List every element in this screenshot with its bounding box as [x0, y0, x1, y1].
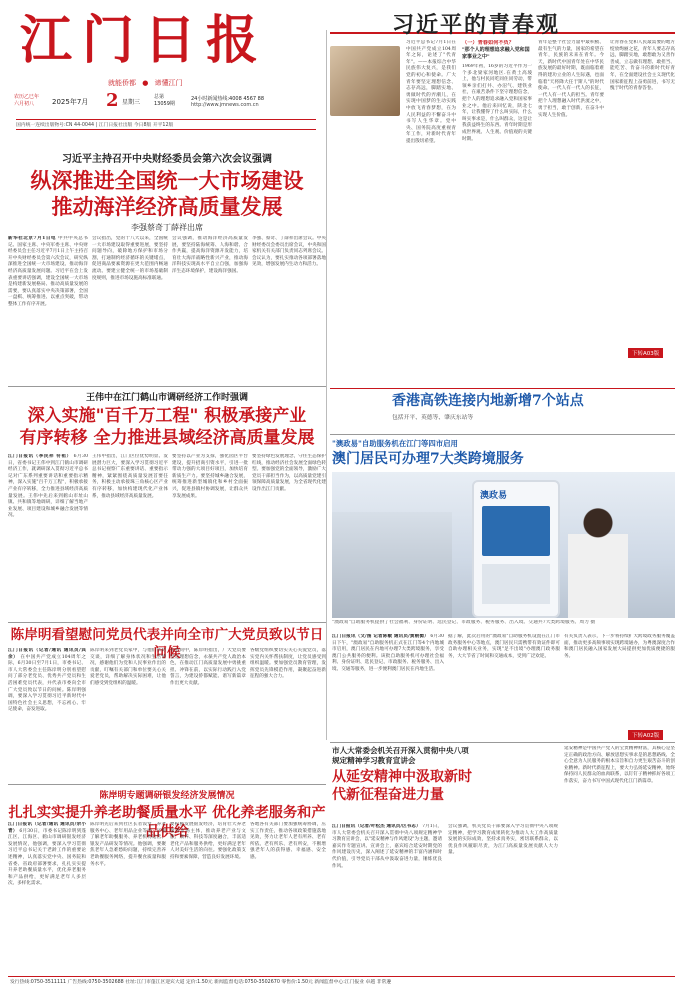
person-figure	[568, 502, 628, 618]
slogan-2: 谛懂江门	[154, 79, 183, 87]
story3-headline: 陈岸明看望慰问党员代表并向全市广大党员致以节日问候	[10, 627, 324, 661]
publisher-line: 国内统一连续出版物号:CN 44-0044 | 江门日报社出版 今日8版 开平12版	[16, 119, 316, 130]
last-story	[332, 746, 675, 974]
macau-photo	[332, 472, 675, 618]
last-headline: 从延安精神中汲取新时代新征程奋进力量	[332, 769, 472, 803]
hk-story	[332, 392, 675, 432]
divider-story4	[8, 784, 326, 785]
footer-info: 发行热线:0750-3511111 广告热线:0750-3502688 社址:江门市蓬江区迎宾大道 定价:1.50元 新闻监督电话:0750-3502670 零售价:1.50元 新闻监督中心:江门报业 卓越 非常遵	[10, 980, 392, 985]
kiosk-label: 澳政易	[480, 491, 508, 501]
macau-headline: 澳门居民可办理7大类跨境服务	[332, 451, 524, 467]
divider-right-1	[330, 388, 675, 389]
last-kicker: 市人大常委会机关召开深入贯彻中央八项规定精神学习教育宣讲会	[332, 746, 469, 765]
lunar-date: 农历乙巳年 六月初八	[14, 94, 40, 107]
feature-headline: 习近平的青春观	[392, 12, 561, 38]
masthead-slogan	[108, 78, 183, 88]
macau-col-1: 江门日报讯（文/图 记者陈敏 通讯员/黄朝衡） 6月30日下午，"澳政易"自助服务机正式在江门等4个内地城市启用，澳门居民在内地可办理7大类跨境服务，享受澳门公共服务的便利。该批自助服务机可办理社会福利、身份证明、选民登记、市政服务、税务服务、出入境、交通等服务，进一步便利澳门居民在内地生活。	[332, 634, 444, 672]
kiosk-panel	[482, 564, 550, 604]
story2-kicker: 王伟中在江门鹤山市调研经济工作时强调	[85, 393, 248, 403]
divider-story2	[8, 386, 326, 387]
story2-headline-1: 深入实施"百千万工程" 积极承接产业	[27, 406, 307, 426]
masthead	[8, 6, 323, 116]
story4-col-3: 要积极发展银发经济，培育壮大养老服务市场主体，推动养老产业与文旅、康养、科技等深度融合，丰富适老化产品和服务供给，更好满足老年人对美好生活的向往。要强化政策支持和要素保障，营造良好发展环境。	[170, 822, 246, 860]
story4-col-4: 各地各有关部门要加强统筹协调，压实工作责任，推动各项政策措施落地见效，努力让老年人老有所养、老有所依、老有所乐、老有所安，不断增强老年人的获得感、幸福感、安全感。	[250, 822, 326, 860]
masthead-date-bar	[8, 92, 323, 112]
macau-kicker: "澳政易"自助服务机在江门等四市启用	[332, 439, 458, 448]
slogan-separator-icon: ●	[142, 79, 149, 87]
story3-col-2: 陈岸明来到老党员家中，与他们亲切交谈，详细了解身体状况和生活情况，感谢他们为党和人民事业作出的贡献，叮嘱有关部门和单位要关心关爱老党员，帮助解决实际困难，让他们感受到党组织的温暖。	[90, 648, 166, 686]
feature-section-q: （一）青春如何不负？	[462, 40, 514, 46]
macau-see-more[interactable]: 下转A02版	[628, 730, 663, 740]
macau-col-2: 据了解，此次启用的"澳政易"自助服务机设置在江门市政务服务中心等地点，澳门居民只需携带有效证件即可自助办理相关业务，实现"足不出境"办理澳门政务服务，大大节省了时间和交通成本，受到广泛欢迎。	[448, 634, 560, 659]
story4-headline: 扎扎实实提升养老助餐质量水平 优化养老服务和产品供给	[8, 805, 326, 840]
story-2	[8, 390, 326, 618]
story2-col-2: 王伟中指出，江门区位优势明显、发展潜力巨大，要深入学习贯彻习近平总书记视察广东重要讲话、重要指示精神，紧紧围绕高质量发展首要任务，积极主动承接珠三角核心区产业有序转移，加快构建现代化产业体系，推动县域经济高质量发展。	[92, 454, 168, 499]
divider-story3	[8, 622, 326, 623]
feature-section-a	[462, 40, 532, 380]
story2-col-3: 要坚持以产业为支撑，强化园区平台建设，提升招商引资水平，引进一批带动力强的大项目好项目，加快培育新质生产力。要坚持城乡融合发展，统筹推进新型城镇化和乡村全面振兴，促进县镇村协调发展，让群众共享发展成果。	[172, 454, 248, 499]
kiosk-screen	[482, 506, 550, 556]
story4-col-2: 陈岸明先后来到社区长者饭堂、养老服务中心、老年用品企业等地，详细了解老年助餐服务、养老机构运营、银发产品研发等情况。他强调，要聚焦老年人急难愁盼问题，持续完善养老助餐服务网络，提升餐食质量和服务水平。	[90, 822, 166, 867]
news-hotline: 24小时新闻热线:4008 4567 88	[191, 96, 265, 102]
last-col-3: 延安精神是中国共产党人的宝贵精神财富，其核心是坚定正确的政治方向、解放思想实事求是的思想路线、全心全意为人民服务的根本宗旨和自力更生艰苦奋斗的创业精神。新时代新征程上，要大力弘扬延安精神，始终保持同人民群众的血肉联系，以钉钉子精神抓好各项工作落实，奋力书写中国式现代化江门新篇章。	[564, 746, 675, 784]
last-col-1: 江门日报讯（记者/叶松杰 通讯员/区书志） 7月1日，市人大常委会机关召开深入贯彻中央八项规定精神学习教育宣讲会，以"延安精神与作风建设"为主题，邀请嘉宾作专题宣讲。宣讲会上，嘉宾结合延安时期党的作风建设历史，深入阐述了延安精神的丰富内涵和时代价值，引导党员干部从中汲取奋进力量，锤炼优良作风。	[332, 824, 442, 869]
top-right-feature	[330, 6, 675, 386]
feature-intro: 习近平总书记7月1日在中国共产党成立104周年之际，论述了"代青年"。——本报综合中华民族伟大复兴，是我们党的初心和使命。广大青年要坚定理想信念、志存高远，脚踏实地、勇做时代的弄潮儿，在实现中国梦的生动实践中放飞青春梦想，在为人民利益的不懈奋斗中书写人生华章。党中央、国务院高度重视青年工作，对新时代青年提出殷切希望。	[406, 40, 456, 144]
feature-section-q2: "那个人的理想追求融入党和国家事业之中"	[462, 47, 530, 60]
divider-right-2	[330, 434, 675, 435]
macau-caption: "澳政易"自助服务机提供了社会福利、身份证明、选民登记、市政服务、税务服务、出入境、交通共7大类跨境服务。周力 摄	[332, 620, 596, 625]
divider-right-3	[330, 742, 675, 743]
lead-col-2: 会议指出，党的十八大以来，全国统一大市场建设取得重要进展，要坚持问题导向，破除地方保护和市场分割，打通制约经济循环的关键堵点，促进商品要素资源在更大范围内畅通流动。要建立健全统一的市场基础制度规则，推进市场设施高标准联通。	[92, 236, 168, 281]
lead-col-3: 会议强调，推动海洋经济高质量发展，要坚持陆海统筹、人海和谐、合作共赢，提高海洋资源开发能力，培育壮大海洋战略性新兴产业，推动海洋科技实现高水平自立自强，加强海洋生态环境保护，建设海洋强国。	[172, 236, 248, 274]
story3-col-1: 江门日报讯（记者/通讯 通讯员/宾余） 在中国共产党成立104周年之际，6月30日至7月1日，市委书记、市人大常委会主任陈岸明分别看望慰问了部分老党员、优秀共产党员和生活困难党员代表，并代表市委向全市广大党员致以节日的问候。陈岸明强调，要深入学习贯彻习近平新时代中国特色社会主义思想，不忘初心、牢记使命，奋发进取。	[8, 648, 86, 713]
lead-col-1: 新华社北京7月1日电 中共中央总书记、国家主席、中央军委主席、中央财经委员会主任习近平7月1日上午主持召开中央财经委员会第六次会议，研究纵深推进全国统一大市场建设、推动海洋经济高质量发展问题。习近平在会上发表重要讲话强调，建设全国统一大市场是构建新发展格局、推动高质量发展的需要，要认真落实中央决策部署，全国一盘棋、统筹推进、以重点突破，带动整体工作有序开展。	[8, 236, 88, 307]
masthead-title: 江门日报	[20, 10, 269, 71]
website[interactable]: http://www.jmnews.com.cn	[191, 102, 259, 108]
background-shelf	[332, 512, 452, 618]
macau-story	[332, 438, 675, 738]
date-year-month: 2025年7月	[52, 98, 89, 106]
story2-col-1: 江门日报讯（李民祥 符祖） 6月30日，省委书记王伟中到江门鹤山市调研经济工作，就调研深入贯彻习近平总书记对广东系列重要讲话和重要指示精神，深入实施"百千万工程"，积极承接产业有序转移，全力推进县域经济高质量发展。王伟中先后来到鹤山市址山镇、共和镇等地调研，详细了解当地产业发展、项目建设和城乡融合发展等情况。	[8, 454, 88, 519]
story2-col-4: 要坚持绿色发展理念，守住生态保护红线，推动经济社会发展全面绿色转型。要加强党的全面领导，激励广大党员干部担当作为，以高质量党建引领保障高质量发展，为全省现代化建设作出江门贡献。	[252, 454, 326, 492]
story3-col-3: 在慰问中，陈岸明指出，广大党员要坚定理想信念，永葆共产党人政治本色，在推动江门高质量发展中勇挑重担、冲锋在前，以实际行动践行入党誓言，为建设侨都赋能、谱写新篇章作出更大贡献。	[170, 648, 246, 686]
lead-story	[8, 150, 326, 380]
footer-rule	[8, 976, 675, 977]
story4-col-1: 江门日报讯（记者/通讯 通讯员/余小青） 6月30日，市委书记陈岸明到蓬江区、江海区、鹤山市调研银发经济发展情况，他强调，要深入学习贯彻习近平总书记关于老龄工作的重要论述精神，认真落实党中央、国务院和省委、省政府部署要求，扎扎实实提升养老助餐质量水平，优化养老服务和产品供给，更好满足老年人多层次、多样化需求。	[8, 822, 86, 887]
story4-kicker: 陈岸明专题调研银发经济发展情况	[99, 791, 235, 801]
lead-sub: 李强蔡奇丁薛祥出席	[131, 223, 203, 232]
date-day: 2	[106, 90, 119, 111]
hk-sub: 包括开平、英德等、肇庆东站等	[392, 415, 474, 421]
hk-headline: 香港高铁连接内地新增7个站点	[392, 393, 584, 409]
lead-col-4: 李强、蔡奇、丁薛祥出席会议。中央财经委员会委员出席会议，中央和国家机关有关部门负责同志列席会议。会议认为，要扎实推动各项部署落地见效，增强发展内生动力和活力。	[252, 236, 326, 268]
lead-headline-2: 推动海洋经济高质量发展	[51, 194, 283, 219]
last-col-2: 会议强调，机关党员干部要深入学习贯彻中央八项规定精神，把学习教育成果转化为推动人大工作高质量发展的实际成效，坚持求真务实，密切联系群众，以优良作风履职尽责，为江门高质量发展贡献人大力量。	[448, 824, 558, 856]
feature-headline-bar	[330, 6, 675, 38]
lead-headline-1: 纵深推进全国统一大市场建设	[30, 168, 304, 193]
lead-kicker: 习近平主持召开中央财经委员会第六次会议强调	[62, 154, 272, 165]
slogan-1: 就能侨都	[108, 79, 136, 87]
macau-col-3: 有关负责人表示，下一步将持续扩大跨境政务服务覆盖面，推动更多高频事项实现跨境通办，为粤澳深度合作和澳门居民融入国家发展大局提供更加优质便捷的服务。	[564, 634, 675, 659]
feature-body-a: 1969年初，16岁的习近平作为一个多北梁家河地区.在黄土高坡上，他与村民同吃同住同劳动，带领乡亲们打井、办沼气、建铁业社，在艰苦条件下坚守理想信念，把个人的理想追求融入党和国家事业之中。他后来回忆说，陕北七年，让我懂得了什么叫实际，什么叫实事求是，什么叫群众，这是让我获益终生的东西。青年时期是形成世界观、人生观、价值观的关键时期。	[462, 64, 532, 142]
feature-see-more[interactable]: 下转A03版	[628, 348, 663, 358]
weekday: 星期三	[122, 99, 141, 106]
feature-col-1	[330, 46, 400, 116]
kiosk-machine	[472, 480, 560, 618]
feature-photo	[330, 46, 400, 116]
story-4	[8, 788, 326, 973]
story3-col-4: 各级党组织要切实关心关爱党员，落实党内关怀帮扶制度，让党员感受到组织温暖。要加强党员教育管理，发挥党员先锋模范作用，凝聚起奋进新征程的强大合力。	[250, 648, 326, 680]
story-3	[8, 626, 326, 781]
issue-number: 总第 13059期	[154, 94, 175, 107]
feature-col-4: 青年是整个社会力量中最积极、最有生气的力量，国家的希望在青年，民族的未来在青年。今天，新时代中国青年处在中华民族发展的最好时期，既面临着难得的建功立业的人生际遇，也面临着"天将降大任于斯人"的时代使命。一代人有一代人的长征，一代人有一代人的担当。青年要把个人理想融入时代洪流之中，勇于担当，敢于创新，在奋斗中实现人生价值。	[538, 40, 604, 118]
story2-headline-2: 有序转移 全力推进县域经济高质量发展	[19, 428, 315, 448]
feature-col-5: 让青春在党和人民最需要的地方绽放绚丽之花，青年人要志存高远，脚踏实地，敢想敢为又善作善成，立志做有理想、敢担当、能吃苦、肯奋斗的新时代好青年，在全面建设社会主义现代化国家新征程上奋勇前进，书写无愧于时代的青春答卷。	[610, 40, 675, 92]
divider-main	[326, 30, 327, 740]
